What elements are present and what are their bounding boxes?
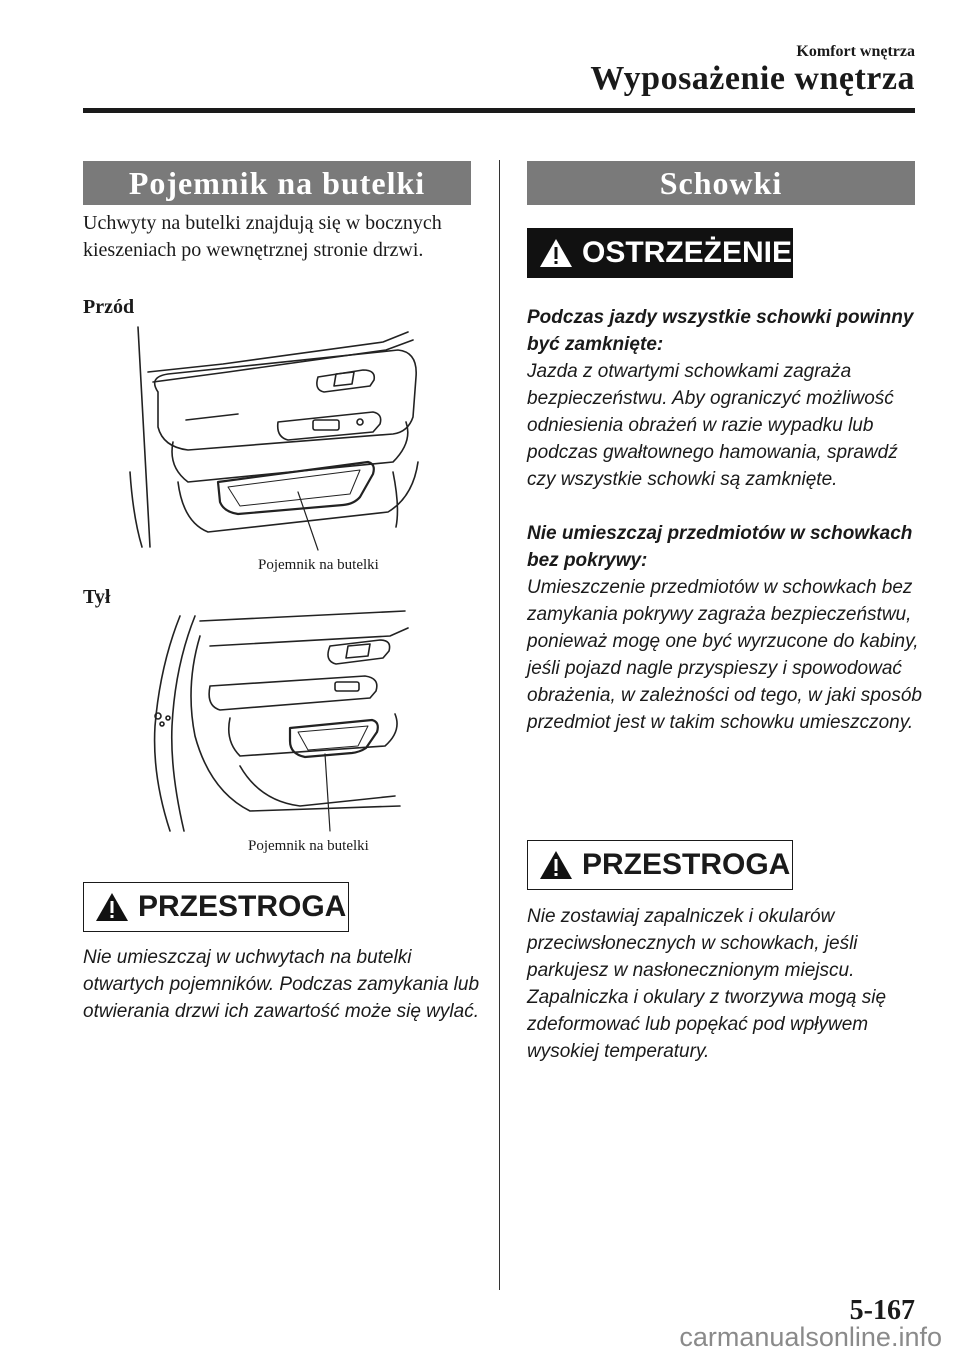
caution-label-left: PRZESTROGA: [138, 890, 347, 923]
warning-triangle-icon: [94, 891, 130, 923]
header-rule: [83, 108, 915, 113]
chapter-subtitle: Komfort wnętrza: [796, 43, 915, 60]
column-divider: [499, 160, 500, 1290]
warning-label: OSTRZEŻENIE: [582, 236, 793, 269]
front-label: Przód: [83, 296, 135, 318]
rear-callout: Pojemnik na butelki: [248, 838, 369, 854]
rear-door-illustration: [140, 606, 415, 836]
intro-paragraph: Uchwyty na butelki znajdują się w bocznych kieszeniach po wewnętrznej stronie drzwi.: [83, 212, 442, 261]
section-title-storage: Schowki: [527, 161, 915, 205]
caution-label-right: PRZESTROGA: [582, 848, 791, 881]
caution-box-right: [527, 840, 793, 890]
warning-triangle-icon: [538, 849, 574, 881]
warning-box: [527, 228, 793, 278]
caution-box-left: [83, 882, 349, 932]
front-door-illustration: [128, 322, 428, 552]
caution-text-left: Nie umieszczaj w uchwytach na butelki otwartych pojemników. Podczas zamykania lub otwierania drzwi ich zawartość może się wylać.: [83, 947, 480, 1022]
rear-label: Tył: [83, 586, 111, 608]
front-callout: Pojemnik na butelki: [258, 557, 379, 573]
chapter-title: Wyposażenie wnętrza: [590, 60, 915, 97]
watermark: carmanualsonline.info: [679, 1322, 942, 1352]
warning-text-1: Jazda z otwartymi schowkami zagraża bezpieczeństwu. Aby ograniczyć możliwość odniesienia obrażeń w razie wypadku lub podczas gwałtownego hamowania, sprawdź czy wszystkie schowki są zamknięte.: [527, 361, 898, 490]
caution-text-right: Nie zostawiaj zapalniczek i okularów przeciwsłonecznych w schowkach, jeśli parkujesz w nasłonecznionym miejscu. Zapalniczka i okulary z tworzywa mogą się zdeformować lub popękać pod wpływem wysokiej temperatury.: [527, 906, 887, 1062]
warning-heading-1: Podczas jazdy wszystkie schowki powinny być zamknięte:: [527, 307, 914, 355]
warning-triangle-icon: [538, 237, 574, 269]
warning-content: [527, 304, 922, 736]
page-number: 5-167: [849, 1295, 915, 1326]
warning-text-2: Umieszczenie przedmiotów w schowkach bez zamykania pokrywy zagraża bezpieczeństwu, ponieważ mogę one być wyrzucone do kabiny, jeśli pojazd nagle przyspieszy i spowodować obrażenia, w zależności od tego, w jaki sposób przedmiot jest w takim schowku umieszczony.: [527, 577, 923, 733]
warning-heading-2: Nie umieszczaj przedmiotów w schowkach bez pokrywy:: [527, 523, 913, 571]
section-title-bottle-holder: Pojemnik na butelki: [83, 161, 471, 205]
